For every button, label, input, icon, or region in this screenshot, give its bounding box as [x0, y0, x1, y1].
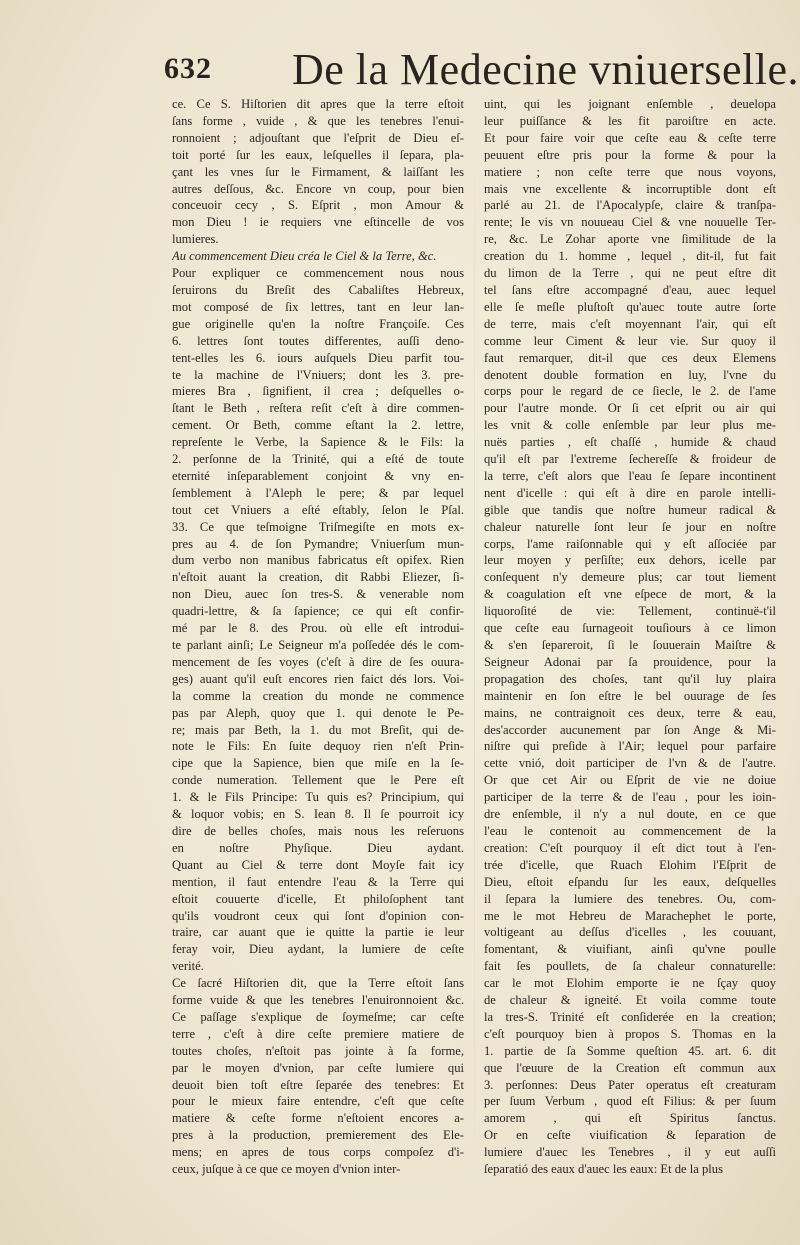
left-column-line: pour le mieux faire entendre, c'eſt que ceſte	[172, 1094, 464, 1109]
right-column-line: pour l'autre monde. Or ſi cet eſprit ou air qui	[484, 401, 776, 416]
right-column-line: dre enſemble, il n'y a nul doute, en ce que	[484, 807, 776, 822]
left-column-line: pres au 4. de ſon Pymandre; Vniuerſum mun-	[172, 536, 464, 551]
right-column-line: Or que cet Air ou Eſprit de vie ne doiue	[484, 773, 776, 788]
left-column-line: repreſente le Verbe, la Sapience & le Fils: la	[172, 435, 464, 450]
right-column-line: leur puiſſance & les fit paroiſtre en acte.	[484, 113, 776, 128]
page-number: 632	[164, 52, 212, 85]
left-column-line: tout cet Vniuers a eſté eſtably, ſelon le Pſal.	[172, 502, 464, 517]
right-column-line: me le mot Hebreu de Marachephet le porte,	[484, 908, 776, 923]
left-column-line: verité.	[172, 959, 204, 974]
left-column-line: gue originelle qu'en la noſtre Françoiſe. Ces	[172, 316, 464, 331]
left-column-line: ſtant le Beth , reſtera reſit c'eſt à dire commen-	[172, 401, 464, 416]
right-column-line: de terre, mais c'eſt moyennant l'air, qui eſt	[484, 316, 776, 331]
right-column-line: fait ſes poullets, de ſa chaleur connaturelle:	[484, 959, 776, 974]
right-column-line: car le mot Elohim emporte ie ne ſçay quoy	[484, 976, 776, 991]
left-column-line: ronnoient ; adjouſtant que l'eſprit de Dieu eſ-	[172, 130, 464, 145]
right-column-line: conſequent n'y demeure plus; car tout liement	[484, 570, 776, 585]
right-column-line: creation: C'eſt pourquoy il eſt dict tout à l'en-	[484, 840, 776, 855]
left-column-line: conceuoir cecy , S. Eſprit , mon Amour &	[172, 198, 464, 213]
left-column-line: 33. Ce que teſmoigne Triſmegiſte en mots ex-	[172, 519, 464, 534]
left-column-line: note le Fils: En ſuite dequoy rien n'eſt Prin-	[172, 739, 464, 754]
left-column-line: tent-elles les 6. iours auſquels Dieu parfit tou-	[172, 350, 464, 365]
left-column-line: dire de belles choſes, mais nous les reſeruons	[172, 823, 464, 838]
right-column-line: Dieu, eſtoit eſpandu ſur les eaux, deſquelles	[484, 874, 776, 889]
right-column-line: re, &c. Le Zohar aporte vne ſimilitude de la	[484, 232, 776, 247]
left-column-line: deuoit bien toſt eſtre ſeparée des tenebres: Et	[172, 1077, 464, 1092]
left-column-line: mon Dieu ! ie requiers vne eſtincelle de vos	[172, 215, 464, 230]
left-column-line: autres deſſous, &c. Encore vn coup, pour bien	[172, 181, 464, 196]
left-column-line: forme vuide & que les tenebres l'enuironnoient &c.	[172, 993, 464, 1008]
right-column-line: la tres-S. Trinité eſt conſiderée en la creation;	[484, 1009, 776, 1024]
left-column-line: conde numeration. Tellement que le Pere eſt	[172, 773, 464, 788]
left-column-line: ſans forme , vuide , & que les tenebres l'enui-	[172, 113, 464, 128]
left-column-line: terre , c'eſt à dire ceſte premiere matiere de	[172, 1026, 464, 1041]
right-column-line: leur moyen y perſiſte; eux dehors, icelle par	[484, 553, 776, 568]
left-column-line: toit porté ſur les eaux, leſquelles il ſepara, pla-	[172, 147, 464, 162]
left-column-line: non Dieu, auec ſon tres-S. & venerable nom	[172, 587, 464, 602]
right-column-line: qu'il eſt par l'extreme ſechereſſe & froideur de	[484, 452, 776, 467]
right-column-line: participer de la terre & de l'eau , pour les ioin-	[484, 790, 776, 805]
left-column-line: qu'ils voudront ceux qui ſont d'opinion con-	[172, 908, 464, 923]
right-column-line: denotent double formation en luy, l'vne du	[484, 367, 776, 382]
right-column-line: Or en ceſte viuification & ſeparation de	[484, 1128, 776, 1143]
right-column-line: ſeparatió des eaux d'auec les eaux: Et de la plus	[484, 1162, 724, 1177]
right-column-line: per ſuum Verbum , quod eſt Filius: & per ſuum	[484, 1094, 776, 1109]
right-column-line: creation du 1. homme , lequel , dit-il, fut fait	[484, 249, 776, 264]
right-column-line: 1. partie de ſa Somme queſtion 45. art. 6. dit	[484, 1043, 776, 1058]
left-column-line: 6. lettres ſont toutes differentes, auſſi deno-	[172, 333, 464, 348]
right-column-line: c'eſt pourquoy bien à propos S. Thomas en la	[484, 1026, 776, 1041]
right-column-line: la terre, c'eſt alors que l'eau ſe ſepare incontinent	[484, 468, 776, 483]
left-column-line: 2. perſonne de la Trinité, qui a eſté de toute	[172, 452, 464, 467]
right-column-line: 3. perſonnes: Deus Pater operatus eſt creaturam	[484, 1077, 776, 1092]
left-column-line: ſemblement à l'Aleph le pere; & par lequel	[172, 485, 464, 500]
right-column-line: cette vnió, doit participer de l'vn & de l'autre.	[484, 756, 776, 771]
left-column-line: re; mais par Beth, la 1. du mot Breſit, qui de-	[172, 722, 464, 737]
right-column-line: & coagulation eſt vne eſpece de mort, & la	[484, 587, 776, 602]
left-column-line: lumieres.	[172, 232, 219, 247]
left-column-line: pas par Aleph, quoy que 1. qui denote le Pe-	[172, 705, 464, 720]
left-column-line: te la machine de l'Vniuers; dont les 3. pre-	[172, 367, 464, 382]
right-column-line: faut remarquer, dit-il que ces deux Elemens	[484, 350, 776, 365]
left-column-line: n'eſtoit auant la creation, dit Rabbi Eliezer, ſi-	[172, 570, 464, 585]
left-column-line: cement. Or Beth, comme eſtant la 2. lettre,	[172, 418, 464, 433]
right-column-line: corps, l'ame raiſonnable qui y eſt aſſociée par	[484, 536, 776, 551]
left-column-line: dum verbo non manibus fabricatus eſt opifex. Rien	[172, 553, 464, 568]
right-column-line: gible que tandis que noſtre humeur radical &	[484, 502, 776, 517]
left-column-line: Ce paſſage s'explique de ſoymeſme; car ceſte	[172, 1009, 464, 1024]
left-column-line: ſeruirons du Breſit des Cabaliſtes Hebreux,	[172, 282, 464, 297]
left-column-line: pres à la production, premierement des Ele-	[172, 1128, 464, 1143]
right-column-line: les vnit & colle enſemble par leur plus me-	[484, 418, 776, 433]
right-column-line: nuës parties , eſt chaſſé , humide & chaud	[484, 435, 776, 450]
left-column-line: mieres Bra , ſignifient, il crea ; deſquelles o-	[172, 384, 464, 399]
left-column-line: & loquor vobis; en S. Iean 8. Il ſe pourroit icy	[172, 807, 464, 822]
right-column-line: elle ſe meſle pluſtoſt qu'auec toute autre ſorte	[484, 299, 776, 314]
right-column-line: amorem , qui eſt Spiritus ſanctus.	[484, 1111, 776, 1126]
right-column-line: fomentant, & viuifiant, ainſi qu'vne poulle	[484, 942, 776, 957]
left-column-line: en noſtre Phyſique. Dieu aydant.	[172, 840, 464, 855]
left-column-line: çant les vnes ſur le Firmament, & laiſſant les	[172, 164, 464, 179]
right-column-line: uint, qui les joignant enſemble , deuelopa	[484, 97, 776, 111]
right-column-line: voltigeant au deſſus d'icelles , les couuant,	[484, 925, 776, 940]
left-column-line: mention, il faut entendre l'eau & la Terre qui	[172, 874, 464, 889]
right-column-line: liquoroſité de vie: Tellement, continuë-t'il	[484, 604, 776, 619]
right-column-line: mains, ne contraignoit ces deux, terre & eau,	[484, 705, 776, 720]
right-column-line: rente; Ie vis vn nouueau Ciel & vne nouuelle Ter-	[484, 215, 776, 230]
right-column-line: & s'en ſepareroit, ſi le ſouuerain Maiſtre &	[484, 638, 776, 652]
column-gutter	[474, 96, 475, 1216]
right-column-line: chaleur naturelle ſont leur ſe jour en noſtre	[484, 519, 776, 534]
left-column-line: quadri-lettre, & ſa ſapience; ce qui eſt confir-	[172, 604, 464, 619]
right-column-line: de chaleur & igneité. Et voila comme toute	[484, 993, 776, 1008]
running-title: De la Medecine vniuerselle.	[292, 45, 800, 94]
right-column-line: maintenir en ſon eſtre le bel ouurage de ſes	[484, 688, 776, 703]
right-column-line: l'eau le contenoit au commencement de la	[484, 823, 776, 838]
left-column-line: cipe que la Sapience, bien que miſe en la ſe-	[172, 756, 464, 771]
right-column-line: corps pour le regard de ce ſiecle, le 2. de l'ame	[484, 384, 776, 399]
right-column-line: Seigneur Adonai par ſa prouidence, pour la	[484, 654, 776, 669]
left-column-line: ges) auant qu'il euſt encores rien faict dés lors. Voi-	[172, 671, 464, 686]
text-columns	[172, 96, 780, 1231]
right-column-line: du limon de la Terre , qui ne peut eſtre dit	[484, 266, 776, 281]
right-column-line: tel ſans eſtre accompagné d'eau, auec lequel	[484, 282, 776, 297]
left-column-line: feray voir, Dieu aydant, la lumiere de ceſte	[172, 942, 464, 957]
right-column-line: peuuent eſtre pris pour la forme & pour la	[484, 147, 776, 162]
left-column-line: par le moyen d'vnion, par ceſte lumiere qui	[172, 1060, 464, 1075]
left-column-line: toutes choſes, n'eſtoit pas jointe à ſa forme,	[172, 1043, 464, 1058]
right-column-line: mais vne excellente & incorruptible dont eſt	[484, 181, 776, 196]
right-column-line: trée d'icelle, que Ruach Elohim l'Eſprit de	[484, 857, 776, 872]
right-column-line: lumiere d'auec les Tenebres , il y eut auſſi	[484, 1145, 776, 1160]
left-column-line: mencement de ſes voyes (c'eſt à dire de ſes ouura-	[172, 654, 464, 669]
right-column-line: nent d'icelle : qui eſt à dire en parole intelli-	[484, 485, 776, 500]
left-column-line: ceux, juſque à ce que ce moyen d'vnion inter-	[172, 1162, 401, 1177]
right-column-line: propagation des choſes, tant qu'il luy plaira	[484, 671, 776, 686]
right-column-line: matiere ; non ceſte terre que nous voyons,	[484, 164, 776, 179]
left-column-line: Ce ſacré Hiſtorien dit, que la Terre eſtoit ſans	[172, 976, 464, 991]
left-column-line: ce. Ce S. Hiſtorien dit apres que la terre eſtoit	[172, 97, 464, 111]
left-column-line: mé par le 8. des Prou. où elle eſt introdui-	[172, 621, 464, 636]
right-column-line: que l'œuure de la Creation eſt commun aux	[484, 1060, 776, 1075]
left-column-line: Quant au Ciel & terre dont Moyſe fait icy	[172, 857, 464, 872]
right-column	[484, 96, 776, 1178]
left-column-line: la comme la creation du monde ne commence	[172, 688, 464, 703]
left-column-line: Au commencement Dieu créa le Ciel & la Terre, &c.	[172, 249, 437, 264]
right-column-line: Et pour faire voir que ceſte eau & ceſte terre	[484, 130, 776, 145]
left-column-line: mens; en apres de tous corps compoſez d'i-	[172, 1145, 464, 1160]
left-column-line: te parlant ainſi; Le Seigneur m'a poſſedée dés le com-	[172, 638, 464, 652]
right-column-line: parlé au 21. de l'Apocalypſe, claire & tranſpa-	[484, 198, 776, 213]
right-column-line: comme leur Ciment & leur vie. Sur quoy il	[484, 333, 776, 348]
right-column-line: il ſepara la lumiere des tenebres. Ou, com-	[484, 891, 776, 906]
left-column-line: Pour expliquer ce commencement nous nous	[172, 266, 464, 281]
left-column-line: 1. & le Fils Principe: Tu quis es? Principium, qui	[172, 790, 464, 805]
left-column-line: eſtoit couuerte d'icelle, Et philoſophent tant	[172, 891, 464, 906]
right-column-line: que ceſte eau ſurnageoit touſiours à ce limon	[484, 621, 776, 636]
left-column-line: traire, car auant que ie quitte la partie ie leur	[172, 925, 464, 940]
left-column-line: mot composé de ſix lettres, tant en leur lan-	[172, 299, 464, 314]
right-column-line: niſtre qui preſide à l'Air; lequel pour parfaire	[484, 739, 776, 754]
right-column-line: des'accorder aucunement par ſon Ange & Mi-	[484, 722, 776, 737]
left-column-line: matiere & ceſte forme n'eſtoient encores a-	[172, 1111, 464, 1126]
left-column-line: eternité inſeparablement conjoint & vny en-	[172, 468, 464, 483]
left-column	[172, 96, 464, 1178]
